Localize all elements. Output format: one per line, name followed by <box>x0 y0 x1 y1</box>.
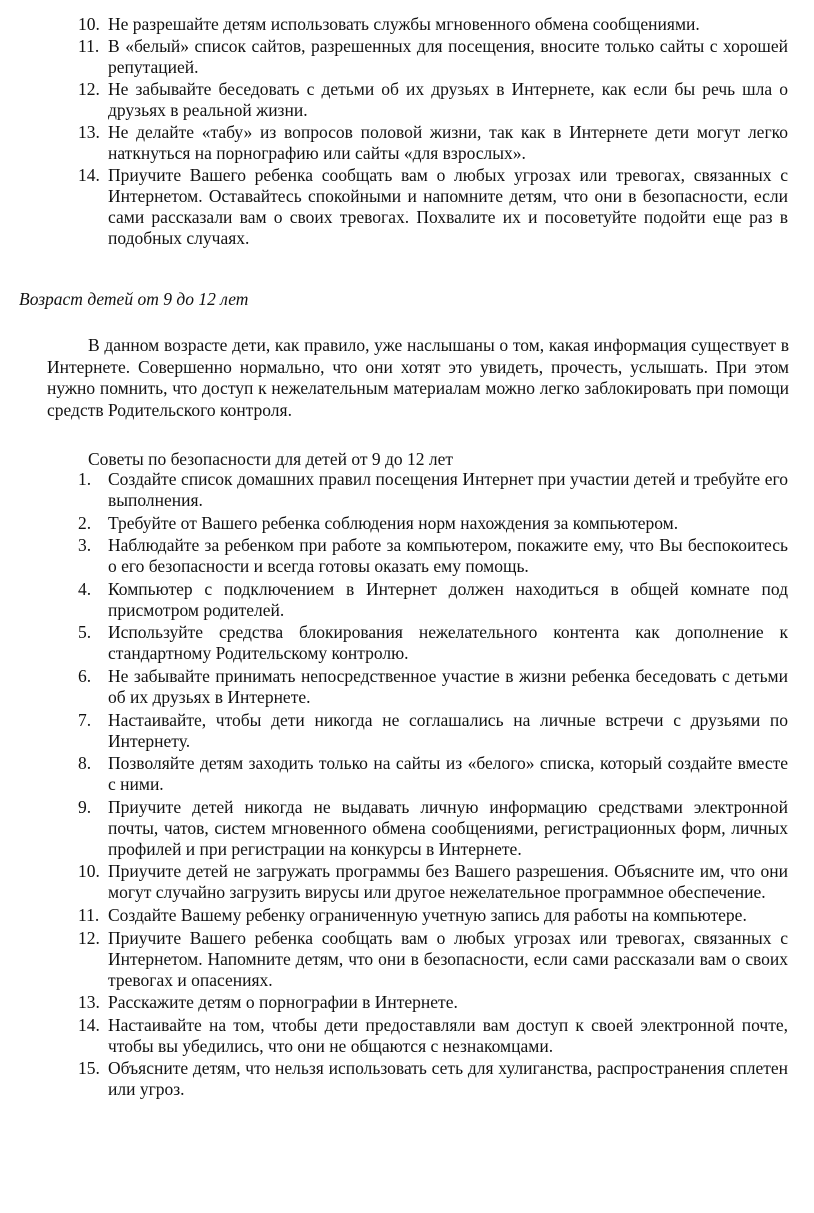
list-item <box>78 905 788 926</box>
list-item <box>78 14 788 35</box>
list-item-number: 11. <box>78 904 100 925</box>
list-item <box>78 710 788 752</box>
list-item <box>78 535 788 577</box>
list-item-number: 13. <box>78 992 100 1013</box>
tips-heading: Советы по безопасности для детей от 9 до 12 лет <box>88 449 454 469</box>
list-item-text: Приучите Вашего ребенка сообщать вам о любых угрозах или тревогах, связанных с Интернетом. Оставайтесь спокойными и напомните детям, что они в безопасности, если сами рассказали вам о своих тревогах. Похвалите их и посоветуйте подойти еще раз в подобных случаях. <box>108 165 788 248</box>
list-item-text: Приучите Вашего ребенка сообщать вам о любых угрозах или тревогах, связанных с Интернетом. Напомните детям, что они в безопасности, если сами рассказали вам о своих тревогах и опасениях. <box>108 927 788 990</box>
list-item-number: 5. <box>78 622 92 643</box>
list-item-text: Позволяйте детям заходить только на сайты из «белого» списка, который создайте вместе с ними. <box>108 753 788 795</box>
list-item-text: Наблюдайте за ребенком при работе за компьютером, покажите ему, что Вы беспокоитесь о его безопасности и всегда готовы оказать ему помощь. <box>108 535 788 577</box>
list-item <box>78 469 788 511</box>
list-item <box>78 36 788 78</box>
list-item <box>78 1058 788 1100</box>
list-item-text: Создайте список домашних правил посещения Интернет при участии детей и требуйте его выполнения. <box>108 469 788 510</box>
list-item <box>78 1015 788 1057</box>
list-item-text: Требуйте от Вашего ребенка соблюдения норм нахождения за компьютером. <box>108 512 679 533</box>
list-item <box>78 579 788 621</box>
list-item-text: Используйте средства блокирования нежелательного контента как дополнение к стандартному Родительскому контролю. <box>108 622 788 664</box>
list-item-number: 11. <box>78 36 100 56</box>
list-item-text: Не забывайте принимать непосредственное участие в жизни ребенка беседовать с детьми об их друзьях в Интернете. <box>108 665 788 707</box>
list-item-text: Настаивайте, чтобы дети никогда не соглашались на личные встречи с друзьями по Интернету. <box>108 709 788 751</box>
list-item <box>78 513 788 534</box>
list-item-number: 12. <box>78 79 100 99</box>
list-item-number: 15. <box>78 1058 100 1079</box>
list-item-text: Компьютер с подключением в Интернет должен находиться в общей комнате под присмотром родителей. <box>108 578 788 620</box>
list-item-number: 4. <box>78 578 92 599</box>
intro-paragraph: В данном возрасте дети, как правило, уже наслышаны о том, какая информация существует в Интернете. Совершенно нормально, что они хотят это увидеть, прочесть, услышать. При этом нужно помнить, что доступ к нежелательным материалам можно легко заблокировать при помощи средств Родительского контроля. <box>47 335 789 420</box>
list-item-number: 3. <box>78 535 92 556</box>
list-item-text: Создайте Вашему ребенку ограниченную учетную запись для работы на компьютере. <box>108 904 747 925</box>
list-item <box>78 622 788 664</box>
list-item <box>78 79 788 121</box>
list-item-text: Приучите детей никогда не выдавать личную информацию средствами электронной почты, чатов, систем мгновенного обмена сообщениями, регистрационных форм, личных профилей и при регистрации на конкурсы в Интернете. <box>108 796 788 859</box>
list-item-number: 10. <box>78 14 100 34</box>
list-item-number: 6. <box>78 665 92 686</box>
list-item <box>78 928 788 991</box>
safety-tips-list <box>78 469 788 1102</box>
list-item <box>78 992 788 1013</box>
list-item-number: 8. <box>78 753 92 774</box>
list-item-number: 13. <box>78 122 100 142</box>
list-item-number: 14. <box>78 165 100 185</box>
list-item-number: 7. <box>78 709 92 730</box>
list-item-number: 2. <box>78 512 92 533</box>
list-item-number: 1. <box>78 469 92 489</box>
list-item-number: 12. <box>78 927 100 948</box>
list-item-text: Приучите детей не загружать программы без Вашего разрешения. Объясните им, что они могут случайно загрузить вирусы или другое нежелательное программное обеспечение. <box>108 861 788 903</box>
list-item-text: Не забывайте беседовать с детьми об их друзьях в Интернете, как если бы речь шла о друзьях в реальной жизни. <box>108 79 788 120</box>
list-item-text: Объясните детям, что нельзя использовать сеть для хулиганства, распространения сплетен или угроз. <box>108 1058 788 1100</box>
list-item-number: 10. <box>78 861 100 882</box>
list-item-text: Не разрешайте детям использовать службы мгновенного обмена сообщениями. <box>108 14 700 34</box>
list-item <box>78 122 788 164</box>
list-item <box>78 861 788 903</box>
list-item-text: В «белый» список сайтов, разрешенных для посещения, вносите только сайты с хорошей репутацией. <box>108 36 788 77</box>
list-item <box>78 165 788 249</box>
list-item-text: Не делайте «табу» из вопросов половой жизни, так как в Интернете дети могут легко наткнуться на порнографию или сайты «для взрослых». <box>108 122 788 163</box>
list-item <box>78 666 788 708</box>
list-item-text: Расскажите детям о порнографии в Интернете. <box>108 992 458 1013</box>
list-item-text: Настаивайте на том, чтобы дети предоставляли вам доступ к своей электронной почте, чтобы вы убедились, что они не общаются с незнакомцами. <box>108 1014 788 1056</box>
safety-tips-list-continued <box>78 14 788 250</box>
list-item-number: 9. <box>78 796 92 817</box>
section-heading: Возраст детей от 9 до 12 лет <box>19 289 249 309</box>
list-item-number: 14. <box>78 1014 100 1035</box>
list-item <box>78 797 788 860</box>
list-item <box>78 753 788 795</box>
